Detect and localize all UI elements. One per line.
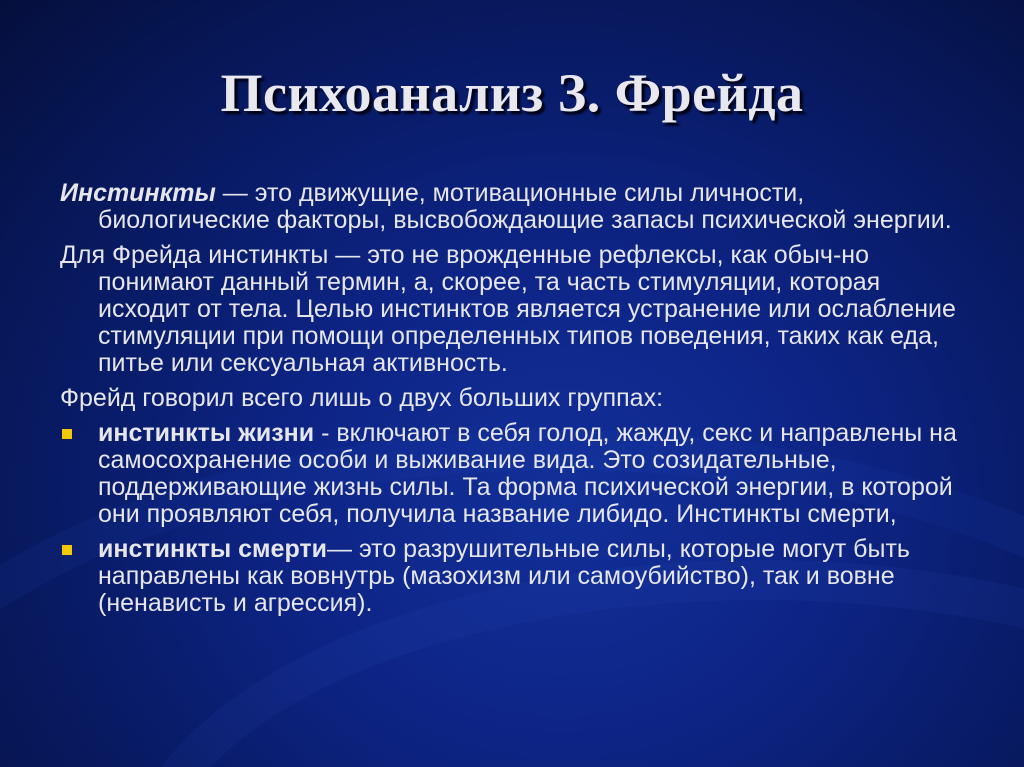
list-item-text: - включают в себя голод, жажду, секс и направлены на самосохранение особи и выживание вида. Это созидательные, поддерживающие жизнь силы. Та форма психической энергии, в которой они проявляют себя, получила название либидо. Инстинкты смерти, xyxy=(98,419,957,528)
paragraph-two-groups: Фрейд говорил всего лишь о двух больших группах: xyxy=(60,384,664,412)
paragraph-freud-view: Для Фрейда инстинкты — это не врожденные рефлексы, как обыч-но понимают данный термин, а, скорее, та часть стимуляции, которая исходит от тела. Целью инстинктов является устранение или ослабление стимуляции при помощи определенных типов поведения, таких как еда, питье или сексуальная активность. xyxy=(60,241,956,377)
list-item-text: — это разрушительные силы, которые могут быть направлены как вовнутрь (мазохизм или самоубийство), так и вовне (ненависть и агрессия). xyxy=(98,535,910,617)
slide-body xyxy=(60,180,960,625)
slide-title: Психоанализ З. Фрейда xyxy=(220,63,804,123)
term-life-instincts: инстинкты жизни xyxy=(98,419,315,447)
list-item-life-instincts xyxy=(60,420,960,528)
paragraph-instincts-definition xyxy=(60,180,960,234)
term-death-instincts: инстинкты смерти xyxy=(98,535,327,563)
list-item-death-instincts xyxy=(60,536,960,617)
paragraph-text: — это движущие, мотивационные силы личности, биологические факторы, высвобождающие запасы психической энергии. xyxy=(98,179,952,234)
square-bullet-icon xyxy=(62,429,72,439)
term-instincts: Инстинкты xyxy=(60,179,216,207)
square-bullet-icon xyxy=(62,545,72,555)
